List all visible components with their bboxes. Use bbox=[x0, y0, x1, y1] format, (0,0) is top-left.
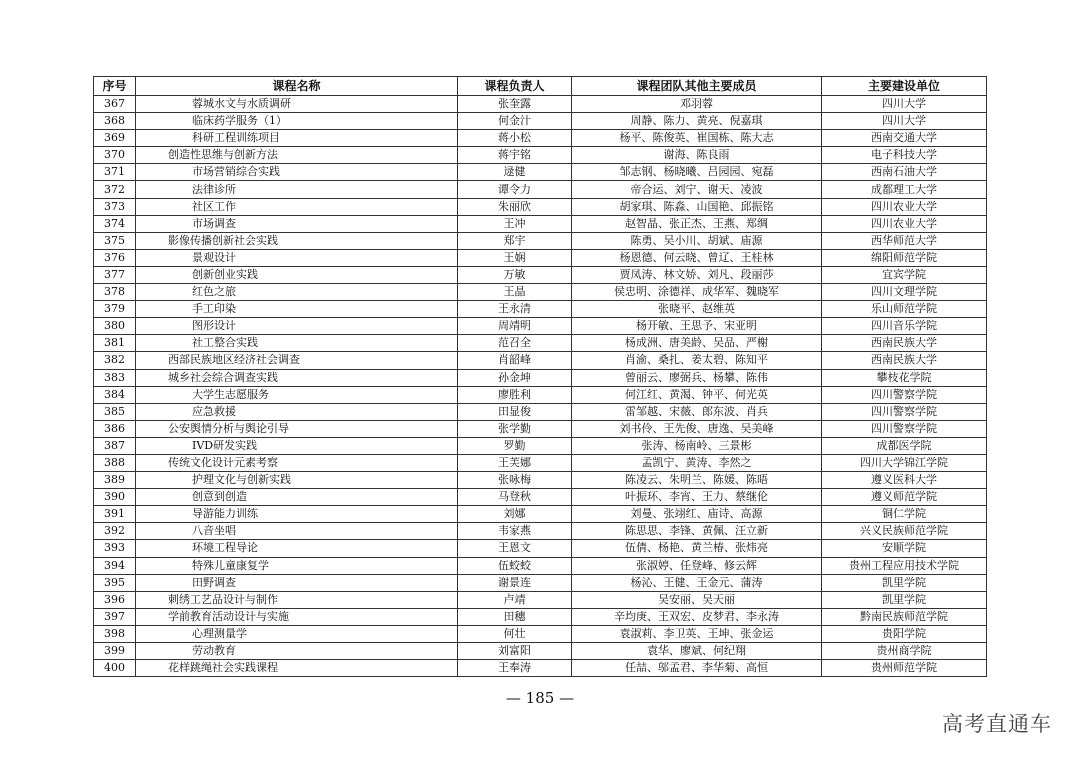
cell-index: 368 bbox=[94, 113, 136, 130]
cell-course-name: 影像传播创新社会实践 bbox=[136, 232, 458, 249]
table-row bbox=[94, 472, 987, 489]
cell-course-name: 创造性思维与创新方法 bbox=[136, 147, 458, 164]
page-number: — 185 — bbox=[505, 689, 575, 707]
cell-index: 367 bbox=[94, 96, 136, 113]
cell-course-name: 学前教育活动设计与实施 bbox=[136, 608, 458, 625]
cell-team-members: 赵智晶、张正杰、王燕、郑绸 bbox=[572, 215, 822, 232]
header-course-leader: 课程负责人 bbox=[458, 77, 572, 96]
cell-team-members: 侯忠明、涂德祥、成华军、魏晓军 bbox=[572, 284, 822, 301]
header-course-name: 课程名称 bbox=[136, 77, 458, 96]
cell-team-members: 伍倩、杨艳、黄兰椿、张炜亮 bbox=[572, 540, 822, 557]
cell-course-leader: 张学勤 bbox=[458, 420, 572, 437]
cell-team-members: 杨开敏、王思予、宋亚明 bbox=[572, 318, 822, 335]
cell-course-name: 科研工程训练项目 bbox=[136, 130, 458, 147]
cell-team-members: 袁华、廖斌、何纪翔 bbox=[572, 643, 822, 660]
cell-course-leader: 王恩文 bbox=[458, 540, 572, 557]
cell-team-members: 何江红、黄渴、钟平、何光英 bbox=[572, 386, 822, 403]
cell-team-members: 帝合运、刘宁、谢天、凌波 bbox=[572, 181, 822, 198]
table-row bbox=[94, 369, 987, 386]
cell-course-name: 心理测量学 bbox=[136, 625, 458, 642]
cell-course-leader: 逯健 bbox=[458, 164, 572, 181]
cell-course-leader: 谢景连 bbox=[458, 574, 572, 591]
cell-team-members: 胡家琪、陈淼、山国艳、邱振铭 bbox=[572, 198, 822, 215]
cell-course-name: 创新创业实践 bbox=[136, 266, 458, 283]
cell-course-leader: 马登秋 bbox=[458, 489, 572, 506]
cell-team-members: 陈思思、李锋、黄佩、汪立新 bbox=[572, 523, 822, 540]
cell-course-name: 应急救援 bbox=[136, 403, 458, 420]
cell-course-name: IVD研发实践 bbox=[136, 437, 458, 454]
cell-course-name: 环境工程导论 bbox=[136, 540, 458, 557]
cell-index: 399 bbox=[94, 643, 136, 660]
cell-institution: 西南交通大学 bbox=[822, 130, 987, 147]
cell-course-leader: 孙金坤 bbox=[458, 369, 572, 386]
table-row bbox=[94, 386, 987, 403]
cell-course-name: 公安舆情分析与舆论引导 bbox=[136, 420, 458, 437]
cell-institution: 贵州师范学院 bbox=[822, 660, 987, 677]
cell-institution: 安顺学院 bbox=[822, 540, 987, 557]
cell-index: 390 bbox=[94, 489, 136, 506]
cell-index: 373 bbox=[94, 198, 136, 215]
cell-institution: 遵义师范学院 bbox=[822, 489, 987, 506]
cell-index: 370 bbox=[94, 147, 136, 164]
cell-institution: 四川大学锦江学院 bbox=[822, 454, 987, 471]
cell-course-name: 法律诊所 bbox=[136, 181, 458, 198]
cell-team-members: 杨平、陈俊英、崔国栋、陈大志 bbox=[572, 130, 822, 147]
cell-team-members: 贾凤涛、林文娇、刘凡、段丽莎 bbox=[572, 266, 822, 283]
table-row bbox=[94, 249, 987, 266]
cell-institution: 凯里学院 bbox=[822, 574, 987, 591]
cell-institution: 遵义医科大学 bbox=[822, 472, 987, 489]
header-institution: 主要建设单位 bbox=[822, 77, 987, 96]
cell-institution: 四川警察学院 bbox=[822, 403, 987, 420]
cell-course-leader: 王芙娜 bbox=[458, 454, 572, 471]
cell-index: 400 bbox=[94, 660, 136, 677]
cell-index: 377 bbox=[94, 266, 136, 283]
table-row bbox=[94, 130, 987, 147]
cell-index: 393 bbox=[94, 540, 136, 557]
cell-course-leader: 王永清 bbox=[458, 301, 572, 318]
cell-course-name: 市场调查 bbox=[136, 215, 458, 232]
table-row bbox=[94, 540, 987, 557]
cell-index: 387 bbox=[94, 437, 136, 454]
table-body bbox=[94, 96, 987, 677]
cell-course-leader: 朱丽欣 bbox=[458, 198, 572, 215]
cell-course-name: 传统文化设计元素考察 bbox=[136, 454, 458, 471]
cell-institution: 四川农业大学 bbox=[822, 215, 987, 232]
cell-course-name: 八音坐唱 bbox=[136, 523, 458, 540]
cell-course-leader: 卢靖 bbox=[458, 591, 572, 608]
cell-course-leader: 郑宇 bbox=[458, 232, 572, 249]
cell-index: 369 bbox=[94, 130, 136, 147]
cell-index: 395 bbox=[94, 574, 136, 591]
cell-course-leader: 何壮 bbox=[458, 625, 572, 642]
cell-course-leader: 伍蛟蛟 bbox=[458, 557, 572, 574]
table-header-row bbox=[94, 77, 987, 96]
cell-team-members: 雷邹越、宋薇、郎东波、肖兵 bbox=[572, 403, 822, 420]
cell-index: 392 bbox=[94, 523, 136, 540]
table-row bbox=[94, 181, 987, 198]
cell-course-leader: 王晶 bbox=[458, 284, 572, 301]
cell-institution: 四川大学 bbox=[822, 113, 987, 130]
cell-course-name: 大学生志愿服务 bbox=[136, 386, 458, 403]
cell-course-leader: 田穗 bbox=[458, 608, 572, 625]
cell-course-leader: 张咏梅 bbox=[458, 472, 572, 489]
table-row bbox=[94, 420, 987, 437]
cell-course-leader: 蒋小松 bbox=[458, 130, 572, 147]
cell-course-name: 蓉城水文与水质调研 bbox=[136, 96, 458, 113]
cell-course-leader: 周靖明 bbox=[458, 318, 572, 335]
cell-institution: 绵阳师范学院 bbox=[822, 249, 987, 266]
cell-course-leader: 刘娜 bbox=[458, 506, 572, 523]
cell-index: 381 bbox=[94, 335, 136, 352]
cell-index: 398 bbox=[94, 625, 136, 642]
table-row bbox=[94, 113, 987, 130]
watermark-text: 高考直通车 bbox=[942, 712, 1052, 736]
cell-index: 384 bbox=[94, 386, 136, 403]
cell-course-name: 图形设计 bbox=[136, 318, 458, 335]
table-row bbox=[94, 523, 987, 540]
cell-index: 383 bbox=[94, 369, 136, 386]
table-row bbox=[94, 643, 987, 660]
cell-course-name: 红色之旅 bbox=[136, 284, 458, 301]
table-row bbox=[94, 352, 987, 369]
cell-index: 371 bbox=[94, 164, 136, 181]
table-row bbox=[94, 266, 987, 283]
cell-index: 378 bbox=[94, 284, 136, 301]
cell-team-members: 陈勇、吴小川、胡斌、庙源 bbox=[572, 232, 822, 249]
table-row bbox=[94, 301, 987, 318]
cell-index: 388 bbox=[94, 454, 136, 471]
cell-institution: 西南民族大学 bbox=[822, 335, 987, 352]
cell-team-members: 肖渝、桑扎、姜太碧、陈知平 bbox=[572, 352, 822, 369]
table-row bbox=[94, 625, 987, 642]
table-row bbox=[94, 437, 987, 454]
cell-course-leader: 肖韶峰 bbox=[458, 352, 572, 369]
table-row bbox=[94, 147, 987, 164]
cell-course-name: 导游能力训练 bbox=[136, 506, 458, 523]
cell-institution: 成都理工大学 bbox=[822, 181, 987, 198]
cell-institution: 攀枝花学院 bbox=[822, 369, 987, 386]
cell-course-name: 田野调查 bbox=[136, 574, 458, 591]
cell-institution: 铜仁学院 bbox=[822, 506, 987, 523]
cell-index: 385 bbox=[94, 403, 136, 420]
cell-course-leader: 廖胜利 bbox=[458, 386, 572, 403]
cell-institution: 四川农业大学 bbox=[822, 198, 987, 215]
cell-team-members: 袁淑莉、李卫英、王坤、张金运 bbox=[572, 625, 822, 642]
cell-institution: 西南民族大学 bbox=[822, 352, 987, 369]
table-row bbox=[94, 284, 987, 301]
cell-institution: 宜宾学院 bbox=[822, 266, 987, 283]
cell-course-name: 市场营销综合实践 bbox=[136, 164, 458, 181]
cell-team-members: 杨沁、王健、王金元、蒲涛 bbox=[572, 574, 822, 591]
cell-index: 380 bbox=[94, 318, 136, 335]
table-row bbox=[94, 96, 987, 113]
cell-index: 376 bbox=[94, 249, 136, 266]
cell-institution: 四川大学 bbox=[822, 96, 987, 113]
cell-course-leader: 王娴 bbox=[458, 249, 572, 266]
cell-team-members: 刘曼、张翊红、庙诗、高源 bbox=[572, 506, 822, 523]
cell-index: 379 bbox=[94, 301, 136, 318]
cell-institution: 四川警察学院 bbox=[822, 386, 987, 403]
cell-course-leader: 蒋宇铭 bbox=[458, 147, 572, 164]
table-row bbox=[94, 403, 987, 420]
cell-index: 396 bbox=[94, 591, 136, 608]
cell-course-leader: 韦家燕 bbox=[458, 523, 572, 540]
cell-course-name: 刺绣工艺品设计与制作 bbox=[136, 591, 458, 608]
cell-team-members: 张淑婷、任登峰、修云辉 bbox=[572, 557, 822, 574]
cell-course-name: 劳动教育 bbox=[136, 643, 458, 660]
cell-course-leader: 范召全 bbox=[458, 335, 572, 352]
cell-institution: 四川音乐学院 bbox=[822, 318, 987, 335]
cell-course-leader: 王奉涛 bbox=[458, 660, 572, 677]
cell-course-name: 花样跳绳社会实践课程 bbox=[136, 660, 458, 677]
table-row bbox=[94, 489, 987, 506]
cell-institution: 兴义民族师范学院 bbox=[822, 523, 987, 540]
cell-institution: 四川警察学院 bbox=[822, 420, 987, 437]
cell-team-members: 周静、陈力、黄亮、倪嘉琪 bbox=[572, 113, 822, 130]
cell-team-members: 张涛、杨南岭、三景彬 bbox=[572, 437, 822, 454]
cell-team-members: 陈凌云、朱明兰、陈媛、陈晤 bbox=[572, 472, 822, 489]
cell-institution: 乐山师范学院 bbox=[822, 301, 987, 318]
cell-course-name: 景观设计 bbox=[136, 249, 458, 266]
table-row bbox=[94, 557, 987, 574]
cell-index: 372 bbox=[94, 181, 136, 198]
cell-course-leader: 刘富阳 bbox=[458, 643, 572, 660]
cell-team-members: 杨成洲、唐美龄、吴品、严榭 bbox=[572, 335, 822, 352]
table-row bbox=[94, 574, 987, 591]
course-table bbox=[93, 76, 987, 677]
cell-institution: 凯里学院 bbox=[822, 591, 987, 608]
cell-course-name: 社区工作 bbox=[136, 198, 458, 215]
cell-course-name: 城乡社会综合调查实践 bbox=[136, 369, 458, 386]
cell-team-members: 叶振环、李宵、王力、蔡继伦 bbox=[572, 489, 822, 506]
cell-institution: 西南石油大学 bbox=[822, 164, 987, 181]
table-row bbox=[94, 608, 987, 625]
cell-team-members: 张晓平、赵维英 bbox=[572, 301, 822, 318]
cell-team-members: 辛均庚、王双宏、皮梦君、李永涛 bbox=[572, 608, 822, 625]
cell-institution: 贵州工程应用技术学院 bbox=[822, 557, 987, 574]
table-row bbox=[94, 591, 987, 608]
cell-team-members: 吴安丽、吴天丽 bbox=[572, 591, 822, 608]
cell-course-name: 社工整合实践 bbox=[136, 335, 458, 352]
cell-index: 375 bbox=[94, 232, 136, 249]
cell-team-members: 谢海、陈良雨 bbox=[572, 147, 822, 164]
cell-course-name: 临床药学服务（1） bbox=[136, 113, 458, 130]
cell-institution: 黔南民族师范学院 bbox=[822, 608, 987, 625]
table-row bbox=[94, 164, 987, 181]
cell-institution: 贵阳学院 bbox=[822, 625, 987, 642]
cell-index: 386 bbox=[94, 420, 136, 437]
cell-institution: 电子科技大学 bbox=[822, 147, 987, 164]
cell-team-members: 孟凯宁、黄涛、李然之 bbox=[572, 454, 822, 471]
cell-course-leader: 王冲 bbox=[458, 215, 572, 232]
table-row bbox=[94, 660, 987, 677]
cell-index: 374 bbox=[94, 215, 136, 232]
cell-course-name: 西部民族地区经济社会调查 bbox=[136, 352, 458, 369]
cell-team-members: 任喆、邬孟君、李华菊、高恒 bbox=[572, 660, 822, 677]
cell-institution: 四川文理学院 bbox=[822, 284, 987, 301]
cell-course-leader: 何金汁 bbox=[458, 113, 572, 130]
cell-course-leader: 田显俊 bbox=[458, 403, 572, 420]
cell-course-name: 创意到创造 bbox=[136, 489, 458, 506]
cell-institution: 西华师范大学 bbox=[822, 232, 987, 249]
cell-course-name: 手工印染 bbox=[136, 301, 458, 318]
cell-index: 394 bbox=[94, 557, 136, 574]
cell-team-members: 邓羽蓉 bbox=[572, 96, 822, 113]
header-index: 序号 bbox=[94, 77, 136, 96]
cell-index: 389 bbox=[94, 472, 136, 489]
cell-institution: 成都医学院 bbox=[822, 437, 987, 454]
header-team-members: 课程团队其他主要成员 bbox=[572, 77, 822, 96]
cell-course-name: 特殊儿童康复学 bbox=[136, 557, 458, 574]
cell-course-leader: 万敏 bbox=[458, 266, 572, 283]
table-row bbox=[94, 318, 987, 335]
cell-team-members: 曾丽云、廖弼兵、杨攀、陈伟 bbox=[572, 369, 822, 386]
cell-course-name: 护理文化与创新实践 bbox=[136, 472, 458, 489]
cell-team-members: 杨恩德、何云晓、曾辽、王桂林 bbox=[572, 249, 822, 266]
table-row bbox=[94, 454, 987, 471]
table-row bbox=[94, 232, 987, 249]
cell-team-members: 刘书伶、王先俊、唐逸、吴美峰 bbox=[572, 420, 822, 437]
table-row bbox=[94, 215, 987, 232]
cell-index: 391 bbox=[94, 506, 136, 523]
cell-index: 397 bbox=[94, 608, 136, 625]
cell-course-leader: 罗勤 bbox=[458, 437, 572, 454]
table-row bbox=[94, 198, 987, 215]
cell-institution: 贵州商学院 bbox=[822, 643, 987, 660]
cell-course-leader: 张奎露 bbox=[458, 96, 572, 113]
cell-index: 382 bbox=[94, 352, 136, 369]
table-row bbox=[94, 506, 987, 523]
table-row bbox=[94, 335, 987, 352]
cell-team-members: 邹志钢、杨晓曦、吕园园、宛磊 bbox=[572, 164, 822, 181]
cell-course-leader: 谭令力 bbox=[458, 181, 572, 198]
